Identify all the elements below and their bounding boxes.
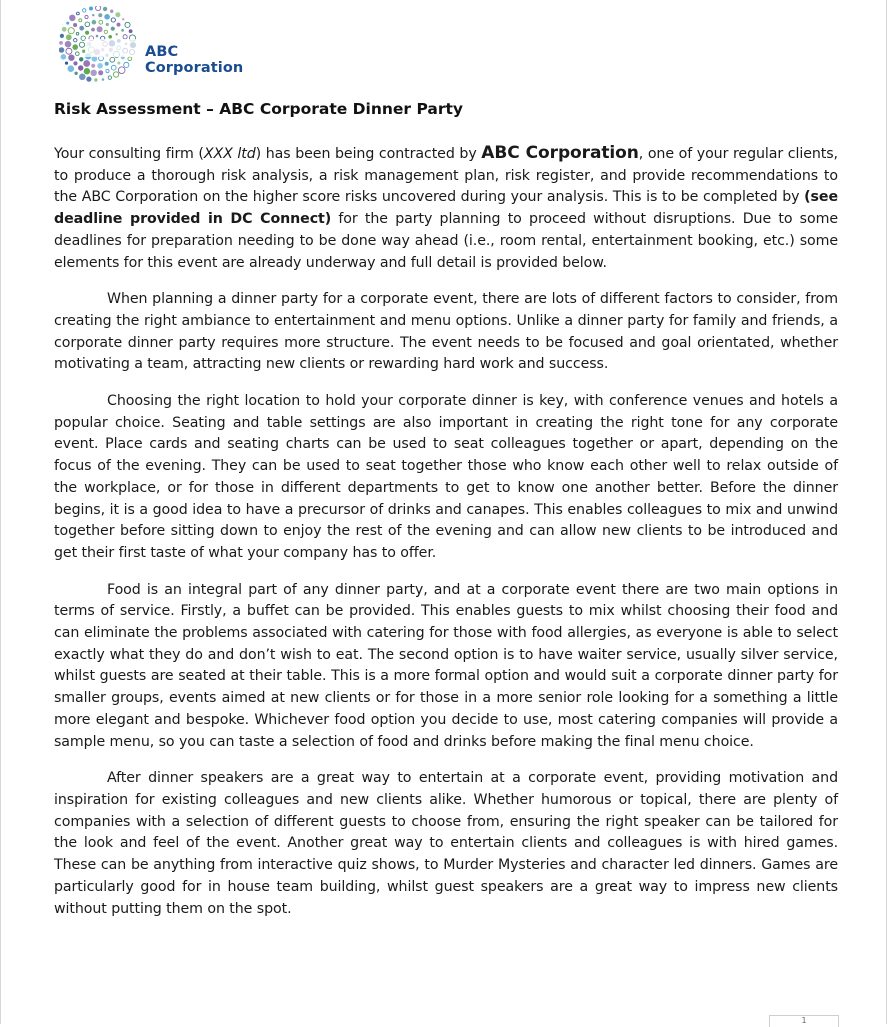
- intro-text-2: ) has been being contracted by: [255, 146, 482, 162]
- page-number: 1: [769, 1015, 839, 1027]
- company-logo: [59, 6, 244, 82]
- deadline-note: (see deadline provided in DC Connect): [54, 189, 838, 228]
- paragraph-intro: [54, 143, 838, 274]
- firm-name: XXX ltd: [203, 146, 256, 162]
- document-body: [54, 143, 838, 935]
- paragraph-planning: When planning a dinner party for a corporate event, there are lots of different factors to consider, from creating the right ambiance to entertainment and menu options. Unlike a dinner party for family and friends, a corporate dinner party requires more structure. The event needs to be focused and goal orientated, whether motivating a team, attracting new clients or rewarding hard work and success.: [54, 291, 838, 373]
- paragraph-food: Food is an integral part of any dinner party, and at a corporate event there are two main options in terms of service. Firstly, a buffet can be provided. This enables guests to mix whilst choosing their food and can eliminate the problems associated with catering for those with food allergies, as everyone is able to select exactly what they do and don’t wish to eat. The second option is to have waiter service, usually silver service, whilst guests are seated at their table. This is a more formal option and would suit a corporate dinner party for smaller groups, events aimed at new clients or for those in a more senior role looking for a something a little more elegant and bespoke. Whichever food option you decide to use, most catering companies will provide a sample menu, so you can taste a selection of food and drinks before making the final menu choice.: [54, 581, 838, 750]
- intro-text-3: , one of your regular clients, to produce a thorough risk analysis, a risk management plan, risk register, and provide recommendations to the ABC Corporation on the higher score risks uncovered during your analysis. This is to be completed by: [54, 146, 838, 206]
- document-title: Risk Assessment – ABC Corporate Dinner Party: [54, 100, 464, 118]
- paragraph-entertainment: After dinner speakers are a great way to entertain at a corporate event, providing motivation and inspiration for existing colleagues and new clients alike. Whether humorous or topical, there are plenty of companies with a selection of different guests to choose from, ensuring the right speaker can be tailored for the look and feel of the event. Another great way to entertain clients and colleagues is with hired games. These can be anything from interactive quiz shows, to Murder Mysteries and character led dinners. Games are particularly good for in house team building, whilst guest speakers are a great way to impress new clients without putting them on the spot.: [54, 770, 838, 917]
- client-name: ABC Corporation: [481, 143, 639, 163]
- logo-text: ABC Corporation: [145, 44, 244, 76]
- intro-text-1: Your consulting firm (: [54, 146, 204, 162]
- intro-text-4: for the party planning to proceed without disruptions. Due to some deadlines for preparation needing to be done way ahead (i.e., room rental, entertainment booking, etc.) some elements for this event are already underway and full detail is provided below.: [54, 211, 838, 271]
- paragraph-location: Choosing the right location to hold your corporate dinner is key, with conference venues and hotels a popular choice. Seating and table settings are also important in creating the right tone for any corporate event. Place cards and seating charts can be used to seat colleagues together or apart, depending on the focus of the evening. They can be used to seat together those who know each other well to relax outside of the workplace, or for those in different departments to get to know one another better. Before the dinner begins, it is a good idea to have a precursor of drinks and canapes. This enables colleagues to mix and unwind together before sitting down to enjoy the rest of the evening and can allow new clients to be introduced and get their first taste of what your company has to offer.: [54, 393, 838, 561]
